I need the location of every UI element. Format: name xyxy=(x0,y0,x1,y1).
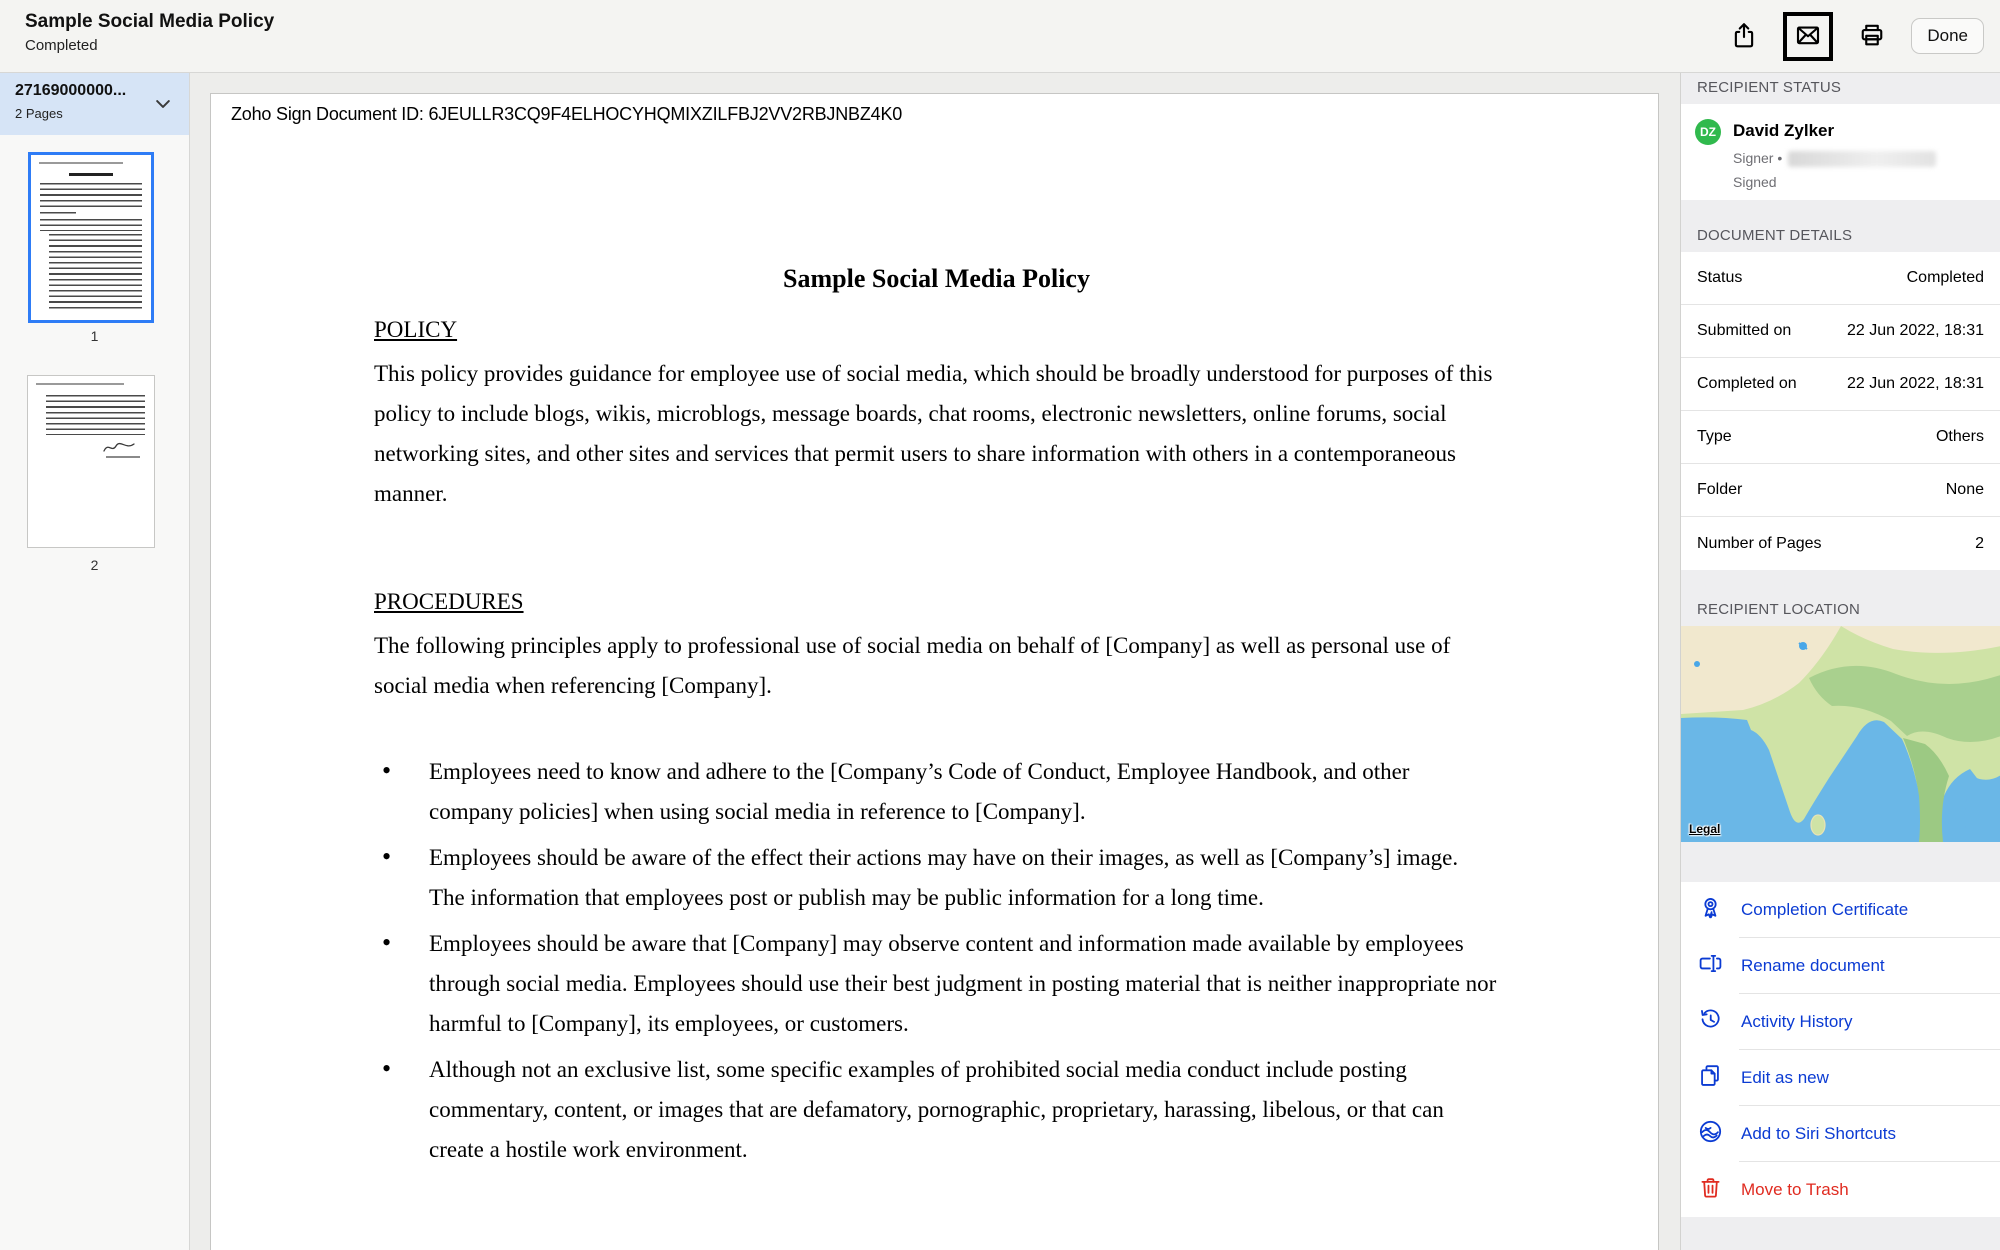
map-graphic xyxy=(1681,626,2000,842)
document-body xyxy=(374,262,1499,1176)
document-details-header: DOCUMENT DETAILS xyxy=(1681,200,2000,252)
zoho-sign-document-id-line: Zoho Sign Document ID: 6JEULLR3CQ9F4ELHOCYHQMIXZILFBJ2VV2RBJNBZ4K0 xyxy=(231,104,903,124)
print-button[interactable] xyxy=(1857,20,1887,53)
pages-count: 2 Pages xyxy=(15,106,63,121)
section-heading-policy: POLICY xyxy=(374,317,458,342)
edit-as-new-action[interactable] xyxy=(1681,1050,2000,1105)
detail-value: Others xyxy=(1935,428,1984,445)
bullet-item: • Employees should be aware that [Company] may observe content and information made available by employees through social media. Employees should use their best judgment in posting material that is neither inappropriate nor harmful to [Company], its employees, or customers. xyxy=(374,924,1499,1044)
section-heading-procedures: PROCEDURES xyxy=(374,589,524,614)
document-viewer[interactable] xyxy=(190,72,1680,1250)
thumbnail-signature-underline xyxy=(106,456,140,458)
procedures-bullet-list xyxy=(374,752,1499,1170)
action-label: Rename document xyxy=(1741,955,1885,975)
document-selector[interactable] xyxy=(0,72,189,135)
page-thumbnail-1[interactable] xyxy=(28,152,154,323)
add-to-siri-shortcuts-action[interactable] xyxy=(1681,1106,2000,1161)
recipient-row xyxy=(1681,104,2000,200)
detail-row-submitted-on xyxy=(1681,305,2000,358)
page-number-label: 2 xyxy=(90,557,99,573)
detail-label: Number of Pages xyxy=(1697,534,1822,552)
detail-label: Type xyxy=(1697,428,1732,445)
panel-section-gap xyxy=(1681,842,2000,882)
mail-button[interactable] xyxy=(1793,20,1823,53)
thumbnail-text-placeholder xyxy=(40,212,76,216)
detail-value: 2 xyxy=(1975,534,1984,552)
highlight-annotation-box xyxy=(1783,12,1833,61)
recipient-role-label: Signer • xyxy=(1733,150,1783,166)
rename-document-action[interactable] xyxy=(1681,938,2000,993)
action-label: Add to Siri Shortcuts xyxy=(1741,1123,1896,1143)
document-details-list xyxy=(1681,252,2000,570)
edit-as-new-icon xyxy=(1697,1062,1724,1094)
detail-value: 22 Jun 2022, 18:31 xyxy=(1846,322,1984,339)
thumbnail-text-placeholder xyxy=(49,234,142,312)
chevron-down-icon xyxy=(153,94,173,114)
procedures-paragraph: The following principles apply to professional use of social media on behalf of [Company] as well as personal use of social media when referencing [Company]. xyxy=(374,633,1451,698)
mail-icon xyxy=(1793,20,1823,53)
map-legal-link[interactable]: Legal xyxy=(1689,822,1721,836)
bullet-item: • Although not an exclusive list, some specific examples of prohibited social media conduct include posting commentary, content, or images that are defamatory, pornographic, proprietary, harassing, libelous, or that can create a hostile work environment. xyxy=(374,1050,1499,1170)
share-button[interactable] xyxy=(1729,20,1759,53)
detail-row-completed-on xyxy=(1681,358,2000,411)
detail-label: Completed on xyxy=(1697,375,1797,392)
document-status-subtitle: Completed xyxy=(25,37,98,54)
policy-paragraph: This policy provides guidance for employee use of social media, which should be broadly understood for purposes of this policy to include blogs, wikis, microblogs, message boards, chat rooms, electronic newsletters, online forums, social networking sites, and other sites and services that permit users to share information with others in a contemporaneous manner. xyxy=(374,361,1493,506)
thumbnail-text-placeholder xyxy=(39,162,123,164)
completion-certificate-action[interactable] xyxy=(1681,882,2000,937)
detail-label: Submitted on xyxy=(1697,322,1792,339)
done-button[interactable]: Done xyxy=(1911,18,1984,54)
recipient-location-map xyxy=(1681,626,2000,842)
toolbar-actions xyxy=(1729,0,1984,72)
activity-history-icon xyxy=(1697,1006,1724,1038)
document-heading: Sample Social Media Policy xyxy=(783,264,1090,293)
thumbnail-text-placeholder xyxy=(40,219,142,231)
activity-history-action[interactable] xyxy=(1681,994,2000,1049)
thumbnail-text-placeholder xyxy=(36,383,124,385)
action-label: Move to Trash xyxy=(1741,1179,1849,1199)
document-page-1 xyxy=(210,93,1659,1250)
siri-icon xyxy=(1697,1118,1724,1150)
certificate-icon xyxy=(1697,894,1724,926)
move-to-trash-action[interactable] xyxy=(1681,1162,2000,1217)
detail-label: Status xyxy=(1697,269,1743,286)
recipient-location-header: RECIPIENT LOCATION xyxy=(1681,570,2000,626)
detail-value: Completed xyxy=(1906,269,1984,286)
thumbnail-text-placeholder xyxy=(69,173,112,176)
avatar: DZ xyxy=(1695,119,1721,145)
recipient-signed-state: Signed xyxy=(1733,174,1777,190)
pages-sidebar xyxy=(0,72,190,1250)
detail-row-type xyxy=(1681,411,2000,464)
print-icon xyxy=(1857,20,1887,53)
share-icon xyxy=(1729,20,1759,53)
action-label: Edit as new xyxy=(1741,1067,1829,1087)
detail-value: 22 Jun 2022, 18:31 xyxy=(1846,375,1984,392)
action-label: Completion Certificate xyxy=(1741,899,1909,919)
detail-label: Folder xyxy=(1697,481,1743,498)
detail-row-status xyxy=(1681,252,2000,305)
rename-icon xyxy=(1697,950,1724,982)
detail-value: None xyxy=(1945,481,1984,498)
document-actions-list xyxy=(1681,882,2000,1217)
recipient-role xyxy=(1733,150,1936,167)
page-number-label: 1 xyxy=(90,328,99,344)
details-panel xyxy=(1680,72,2000,1250)
document-id-truncated: 27169000000... xyxy=(15,82,127,99)
bullet-item: • Employees should be aware of the effect their actions may have on their images, as well as [Company’s] image. The information that employees post or publish may be public information for a long time. xyxy=(374,838,1499,918)
detail-row-number-of-pages xyxy=(1681,517,2000,570)
page-thumbnail-2[interactable] xyxy=(27,375,155,548)
panel-bottom-spacer xyxy=(1681,1217,2000,1250)
thumbnail-text-placeholder xyxy=(40,183,142,209)
top-toolbar xyxy=(0,0,2000,73)
detail-row-folder xyxy=(1681,464,2000,517)
document-title: Sample Social Media Policy xyxy=(25,11,275,32)
redacted-email xyxy=(1788,151,1936,167)
thumbnail-text-placeholder xyxy=(46,395,145,435)
recipient-name: David Zylker xyxy=(1733,121,1835,140)
trash-icon xyxy=(1697,1174,1724,1206)
recipient-status-header: RECIPIENT STATUS xyxy=(1681,72,2000,104)
action-label: Activity History xyxy=(1741,1011,1853,1031)
bullet-item: • Employees need to know and adhere to the [Company’s Code of Conduct, Employee Handbook, and other company policies] when using social media in reference to [Company]. xyxy=(374,752,1499,832)
